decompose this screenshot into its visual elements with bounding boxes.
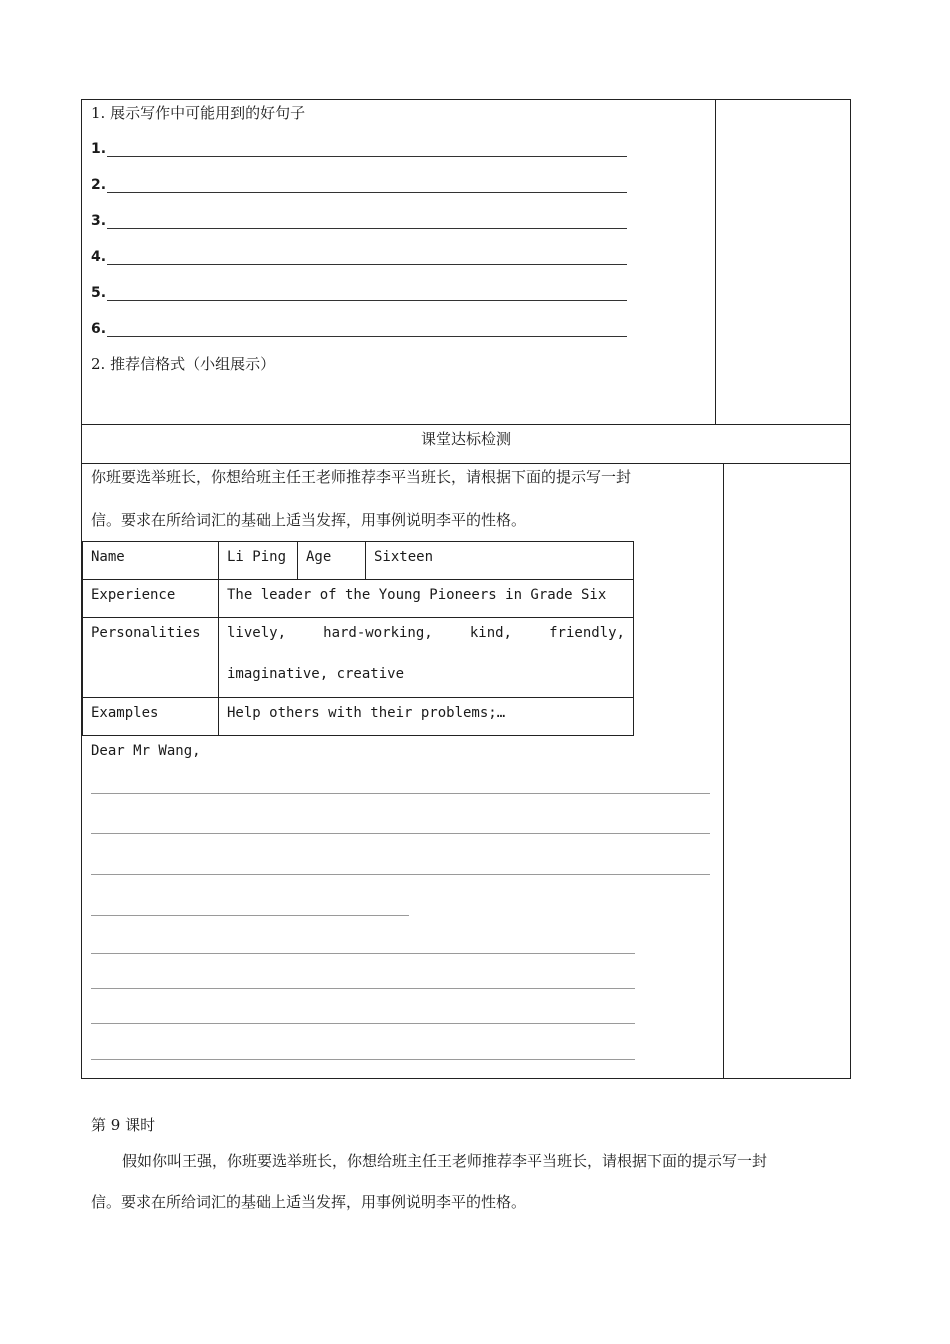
blank-line-1[interactable] [107,156,627,157]
blank-line-3[interactable] [107,228,627,229]
task-line-2: 信。要求在所给词汇的基础上适当发挥，用事例说明李平的性格。 [91,511,527,529]
writing-line-1[interactable] [91,793,710,794]
table-top-border [81,99,851,100]
examples-label-cell [83,698,219,736]
blank-line-4[interactable] [107,264,627,265]
name-label: Name [91,549,125,565]
trait-kind: kind, [469,625,512,641]
personalities-line-2: imaginative, creative [227,666,405,682]
task-line-1: 你班要选举班长，你想给班主任王老师推荐李平当班长，请根据下面的提示写一封 [91,468,632,486]
blank-label-6: 6. [91,321,107,337]
trait-hard-working: hard-working, [323,625,433,641]
age-label-cell [298,542,366,580]
name-value: Li Ping [227,549,287,565]
blank-line-5[interactable] [107,300,627,301]
blank-label-4: 4. [91,249,107,265]
blank-label-3: 3. [91,213,107,229]
writing-line-8[interactable] [91,1059,635,1060]
age-value-cell [366,542,634,580]
lesson-prompt-line-2: 信。要求在所给词汇的基础上适当发挥，用事例说明李平的性格。 [91,1193,527,1211]
blank-label-2: 2. [91,177,107,193]
info-table [82,541,634,736]
writing-line-7[interactable] [91,1023,635,1024]
writing-line-3[interactable] [91,874,710,875]
row1-column-divider [715,99,716,424]
examples-value-cell [219,698,634,736]
trait-lively: lively, [227,625,287,641]
letter-greeting: Dear Mr Wang, [91,743,201,759]
blank-line-6[interactable] [107,336,627,337]
table-right-border [850,99,851,1078]
writing-line-6[interactable] [91,988,635,989]
examples-label: Examples [91,705,159,721]
lesson-prompt-line-1: 假如你叫王强，你班要选举班长，你想给班主任王老师推荐李平当班长，请根据下面的提示写一封 [122,1152,768,1170]
personalities-label: Personalities [91,625,201,641]
personalities-value-cell [219,618,634,698]
experience-value-cell [219,580,634,618]
examples-value: Help others with their problems;… [227,705,506,721]
name-value-cell [219,542,298,580]
writing-line-2[interactable] [91,833,710,834]
letter-format-heading: 2. 推荐信格式（小组展示） [91,355,276,373]
table-bottom-border [81,1078,851,1079]
row3-column-divider [723,463,724,1078]
experience-label-cell [83,580,219,618]
row1-bottom-border [81,424,851,425]
trait-friendly: friendly, [549,625,625,641]
personalities-label-cell [83,618,219,698]
writing-line-5[interactable] [91,953,635,954]
class-check-header: 课堂达标检测 [420,430,511,448]
header-bottom-border [81,463,851,464]
lesson-title: 第 9 课时 [91,1116,156,1134]
personalities-line-1 [227,623,625,643]
good-sentences-heading: 1. 展示写作中可能用到的好句子 [91,104,306,122]
name-label-cell [83,542,219,580]
age-value: Sixteen [374,549,434,565]
writing-line-4[interactable] [91,915,409,916]
blank-line-2[interactable] [107,192,627,193]
experience-value: The leader of the Young Pioneers in Grade Six [227,587,607,603]
age-label: Age [306,549,332,565]
blank-label-1: 1. [91,141,107,157]
experience-label: Experience [91,587,176,603]
blank-label-5: 5. [91,285,107,301]
